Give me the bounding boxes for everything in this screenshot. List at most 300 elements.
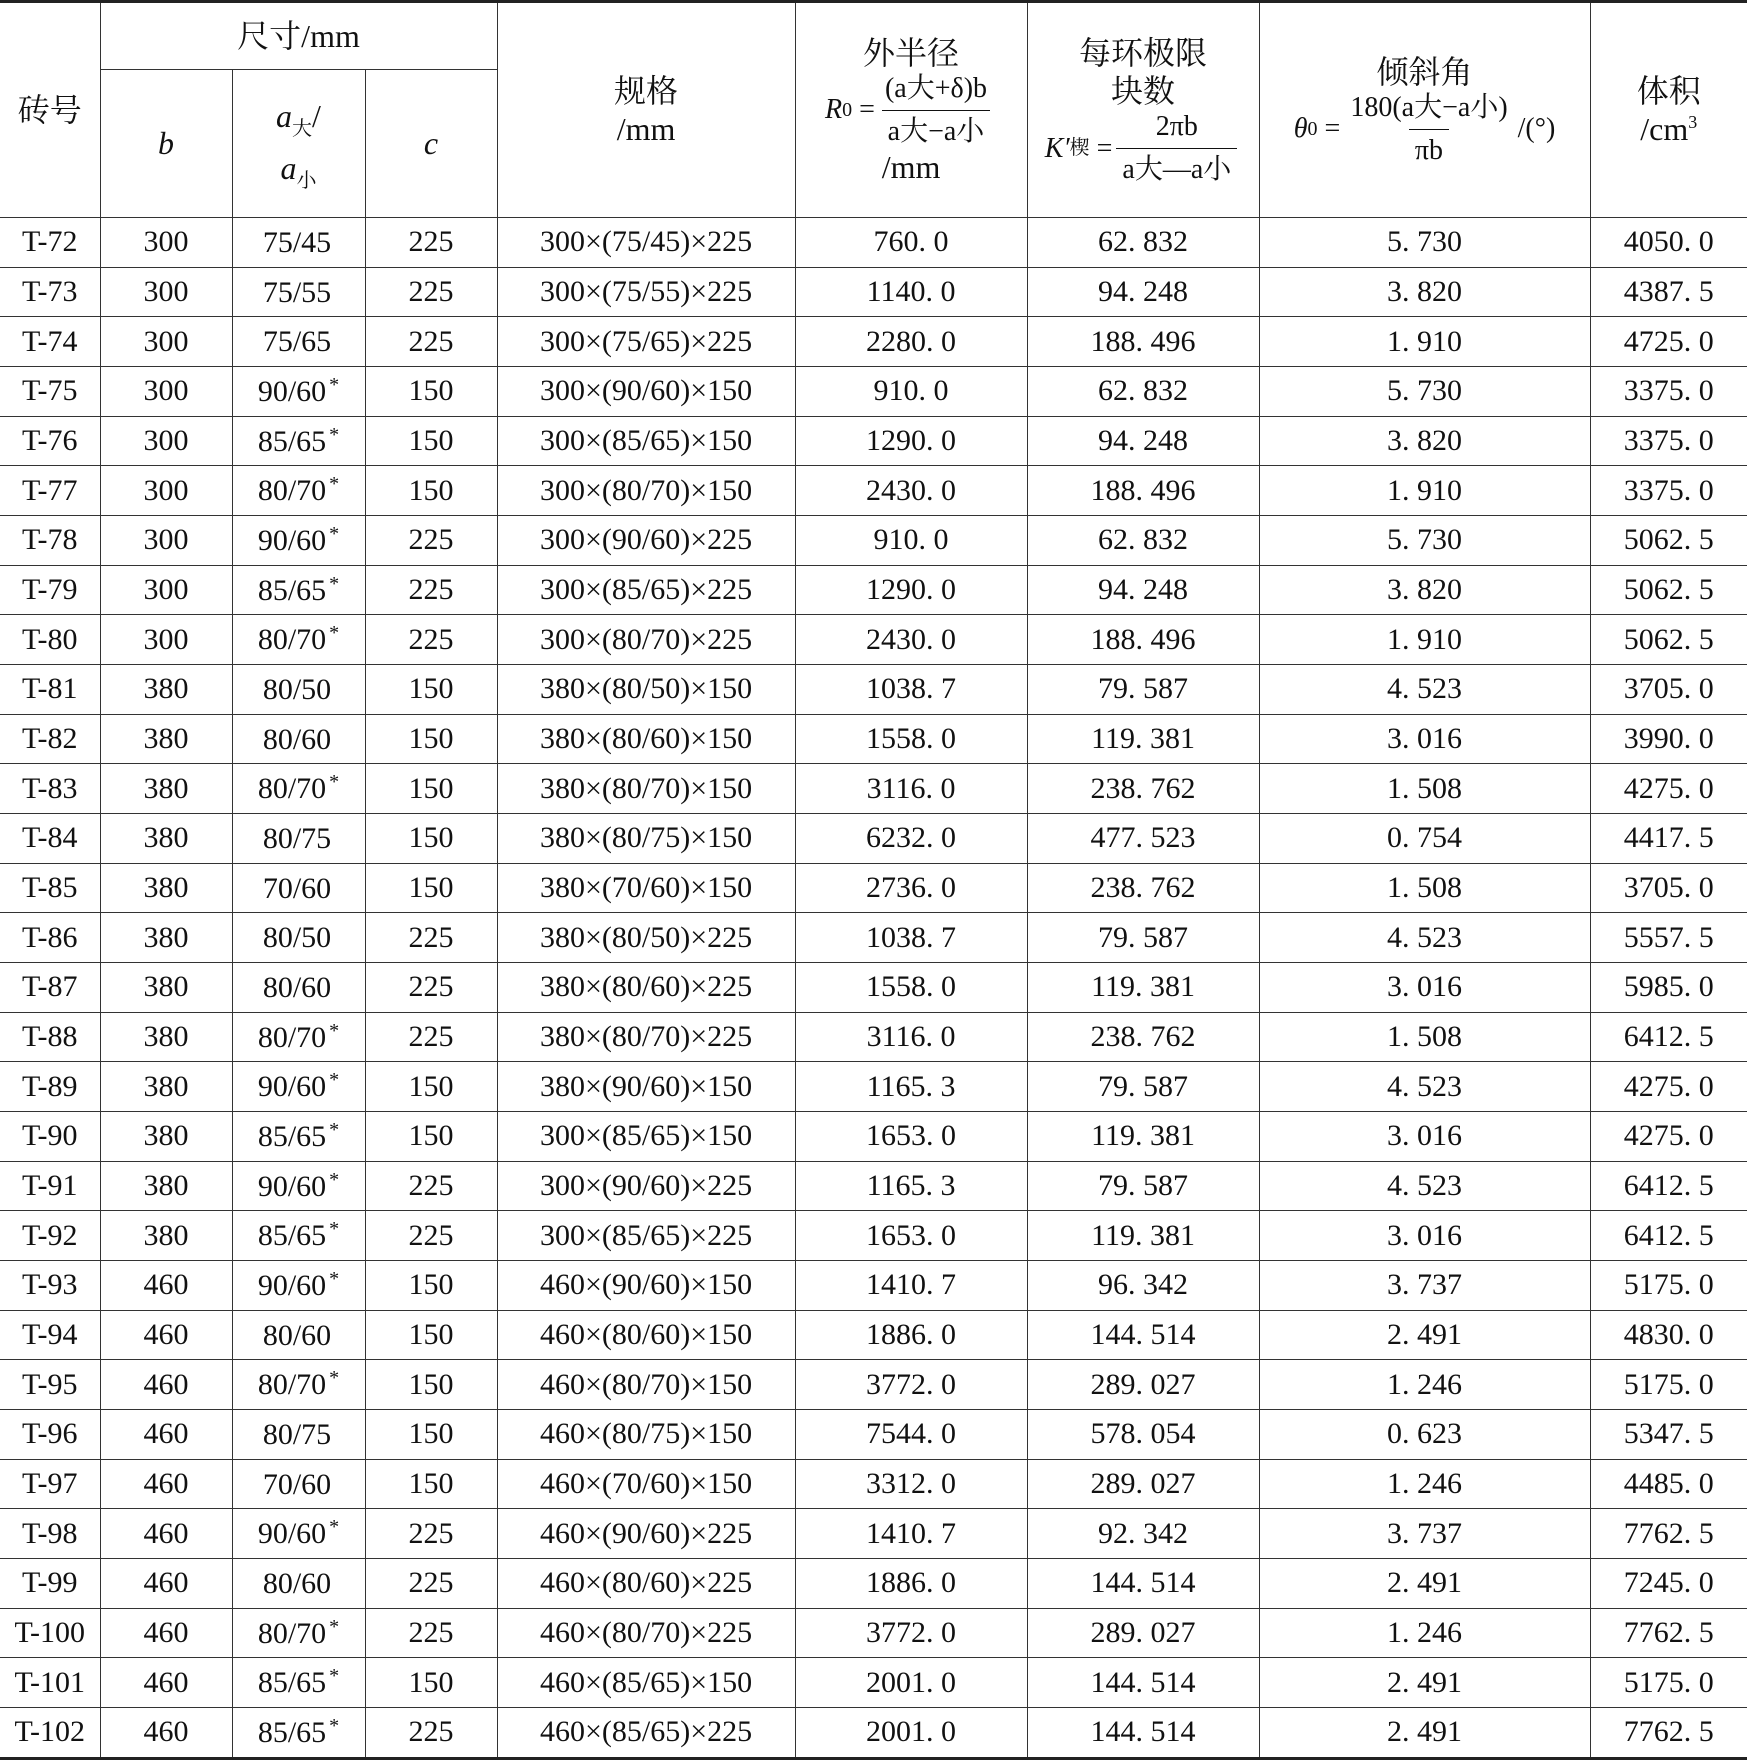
cell-tilt-angle: 1. 246 <box>1259 1459 1590 1509</box>
cell-tilt-angle: 3. 737 <box>1259 1261 1590 1311</box>
cell-ring-limit: 289. 027 <box>1027 1360 1259 1410</box>
cell-brick-no: T-102 <box>0 1708 100 1759</box>
cell-outer-radius: 7544. 0 <box>795 1410 1027 1460</box>
cell-tilt-angle: 1. 910 <box>1259 615 1590 665</box>
cell-brick-no: T-72 <box>0 218 100 268</box>
cell-ring-limit: 96. 342 <box>1027 1261 1259 1311</box>
cell-spec: 380×(80/50)×150 <box>497 665 795 715</box>
cell-c: 225 <box>365 1559 497 1609</box>
cell-spec: 460×(85/65)×225 <box>497 1708 795 1759</box>
header-volume <box>1590 2 1747 218</box>
cell-outer-radius: 3116. 0 <box>795 764 1027 814</box>
cell-tilt-angle: 1. 910 <box>1259 317 1590 367</box>
cell-tilt-angle: 5. 730 <box>1259 367 1590 417</box>
table-row <box>0 615 1747 665</box>
cell-volume: 5062. 5 <box>1590 516 1747 566</box>
footnote-star: * <box>329 1218 340 1241</box>
cell-volume: 7762. 5 <box>1590 1708 1747 1759</box>
cell-spec: 380×(80/70)×225 <box>497 1012 795 1062</box>
table-row <box>0 1658 1747 1708</box>
cell-spec: 300×(75/55)×225 <box>497 267 795 317</box>
cell-outer-radius: 1290. 0 <box>795 416 1027 466</box>
cell-b: 460 <box>100 1509 232 1559</box>
cell-spec: 460×(80/70)×150 <box>497 1360 795 1410</box>
cell-ring-limit: 119. 381 <box>1027 1211 1259 1261</box>
cell-brick-no: T-89 <box>0 1062 100 1112</box>
cell-b: 300 <box>100 466 232 516</box>
cell-b: 300 <box>100 565 232 615</box>
cell-spec: 300×(90/60)×225 <box>497 516 795 566</box>
table-row <box>0 1509 1747 1559</box>
cell-c: 225 <box>365 1608 497 1658</box>
cell-tilt-angle: 3. 016 <box>1259 714 1590 764</box>
cell-ring-limit: 119. 381 <box>1027 714 1259 764</box>
cell-brick-no: T-81 <box>0 665 100 715</box>
cell-outer-radius: 2001. 0 <box>795 1658 1027 1708</box>
footnote-star: * <box>329 771 340 794</box>
cell-ring-limit: 94. 248 <box>1027 267 1259 317</box>
cell-c: 150 <box>365 714 497 764</box>
table-body <box>0 218 1747 1759</box>
footnote-star: * <box>329 1367 340 1390</box>
cell-brick-no: T-83 <box>0 764 100 814</box>
cell-b: 380 <box>100 1161 232 1211</box>
cell-b: 300 <box>100 416 232 466</box>
cell-volume: 7245. 0 <box>1590 1559 1747 1609</box>
table-row <box>0 1012 1747 1062</box>
cell-c: 225 <box>365 963 497 1013</box>
cell-ring-limit: 188. 496 <box>1027 615 1259 665</box>
cell-volume: 7762. 5 <box>1590 1608 1747 1658</box>
cell-b: 380 <box>100 764 232 814</box>
cell-spec: 460×(70/60)×150 <box>497 1459 795 1509</box>
cell-volume: 5985. 0 <box>1590 963 1747 1013</box>
cell-c: 225 <box>365 615 497 665</box>
cell-ring-limit: 144. 514 <box>1027 1559 1259 1609</box>
cell-a: 90/60 * <box>232 516 365 566</box>
cell-c: 150 <box>365 863 497 913</box>
cell-a: 90/60 * <box>232 1161 365 1211</box>
header-b: b <box>100 70 232 218</box>
cell-spec: 380×(80/50)×225 <box>497 913 795 963</box>
cell-ring-limit: 62. 832 <box>1027 367 1259 417</box>
cell-volume: 4387. 5 <box>1590 267 1747 317</box>
cell-spec: 300×(80/70)×225 <box>497 615 795 665</box>
cell-spec: 300×(85/65)×150 <box>497 416 795 466</box>
cell-spec: 460×(80/60)×150 <box>497 1310 795 1360</box>
cell-volume: 5175. 0 <box>1590 1360 1747 1410</box>
cell-c: 150 <box>365 416 497 466</box>
table-row <box>0 1062 1747 1112</box>
cell-tilt-angle: 0. 623 <box>1259 1410 1590 1460</box>
cell-brick-no: T-91 <box>0 1161 100 1211</box>
cell-outer-radius: 1290. 0 <box>795 565 1027 615</box>
radius-formula: R 0 = $\frac{\text{(a大+δ)b}}{\text{a大−a小}}$ <box>825 72 997 148</box>
cell-volume: 6412. 5 <box>1590 1161 1747 1211</box>
cell-b: 300 <box>100 367 232 417</box>
cell-a: 80/60 <box>232 1559 365 1609</box>
table-row <box>0 565 1747 615</box>
cell-a: 80/75 <box>232 1410 365 1460</box>
cell-c: 225 <box>365 1708 497 1759</box>
cell-c: 225 <box>365 1509 497 1559</box>
cell-brick-no: T-87 <box>0 963 100 1013</box>
cell-brick-no: T-82 <box>0 714 100 764</box>
cell-outer-radius: 3312. 0 <box>795 1459 1027 1509</box>
cell-spec: 460×(80/60)×225 <box>497 1559 795 1609</box>
cell-b: 380 <box>100 1012 232 1062</box>
cell-c: 150 <box>365 1459 497 1509</box>
cell-brick-no: T-76 <box>0 416 100 466</box>
cell-c: 225 <box>365 267 497 317</box>
cell-outer-radius: 6232. 0 <box>795 814 1027 864</box>
header-c: c <box>365 70 497 218</box>
cell-c: 150 <box>365 466 497 516</box>
table-row <box>0 367 1747 417</box>
cell-ring-limit: 188. 496 <box>1027 317 1259 367</box>
cell-brick-no: T-96 <box>0 1410 100 1460</box>
cell-a: 80/50 <box>232 665 365 715</box>
cell-a: 85/65 * <box>232 416 365 466</box>
cell-b: 380 <box>100 863 232 913</box>
cell-c: 150 <box>365 1658 497 1708</box>
cell-tilt-angle: 1. 246 <box>1259 1360 1590 1410</box>
spec-title: 规格 <box>614 72 679 109</box>
cell-c: 150 <box>365 1310 497 1360</box>
cell-tilt-angle: 2. 491 <box>1259 1708 1590 1759</box>
footnote-star: * <box>329 1168 340 1191</box>
volume-title: 体积 <box>1636 72 1701 109</box>
cell-volume: 3990. 0 <box>1590 714 1747 764</box>
cell-spec: 460×(90/60)×225 <box>497 1509 795 1559</box>
cell-c: 150 <box>365 1261 497 1311</box>
cell-tilt-angle: 3. 820 <box>1259 267 1590 317</box>
cell-c: 225 <box>365 565 497 615</box>
cell-a: 80/70 * <box>232 1012 365 1062</box>
table-row <box>0 764 1747 814</box>
radius-denominator: a大−a小 <box>882 110 991 149</box>
cell-a: 80/70 * <box>232 1360 365 1410</box>
cell-a: 90/60 * <box>232 1062 365 1112</box>
cell-a: 75/65 <box>232 317 365 367</box>
cell-ring-limit: 289. 027 <box>1027 1608 1259 1658</box>
cell-spec: 300×(85/65)×225 <box>497 1211 795 1261</box>
cell-spec: 460×(80/70)×225 <box>497 1608 795 1658</box>
cell-outer-radius: 910. 0 <box>795 367 1027 417</box>
cell-spec: 300×(80/70)×150 <box>497 466 795 516</box>
cell-outer-radius: 760. 0 <box>795 218 1027 268</box>
cell-a: 85/65 * <box>232 1211 365 1261</box>
cell-a: 70/60 <box>232 863 365 913</box>
cell-tilt-angle: 3. 820 <box>1259 416 1590 466</box>
cell-c: 150 <box>365 1112 497 1162</box>
angle-numerator: 180(a大−a小) <box>1350 92 1508 124</box>
cell-tilt-angle: 3. 016 <box>1259 963 1590 1013</box>
limit-numerator: 2πb <box>1155 111 1198 143</box>
cell-outer-radius: 1140. 0 <box>795 267 1027 317</box>
cell-outer-radius: 1165. 3 <box>795 1161 1027 1211</box>
cell-b: 460 <box>100 1410 232 1460</box>
cell-b: 460 <box>100 1608 232 1658</box>
cell-tilt-angle: 1. 508 <box>1259 1012 1590 1062</box>
cell-a: 75/55 <box>232 267 365 317</box>
cell-ring-limit: 144. 514 <box>1027 1310 1259 1360</box>
cell-volume: 5062. 5 <box>1590 565 1747 615</box>
footnote-star: * <box>329 1019 340 1042</box>
cell-outer-radius: 1410. 7 <box>795 1261 1027 1311</box>
cell-brick-no: T-80 <box>0 615 100 665</box>
cell-b: 300 <box>100 615 232 665</box>
cell-outer-radius: 1410. 7 <box>795 1509 1027 1559</box>
cell-outer-radius: 1558. 0 <box>795 714 1027 764</box>
cell-volume: 5347. 5 <box>1590 1410 1747 1460</box>
cell-brick-no: T-75 <box>0 367 100 417</box>
cell-tilt-angle: 1. 508 <box>1259 863 1590 913</box>
cell-tilt-angle: 3. 737 <box>1259 1509 1590 1559</box>
cell-b: 300 <box>100 267 232 317</box>
cell-a: 90/60 * <box>232 1509 365 1559</box>
footnote-star: * <box>329 1069 340 1092</box>
cell-b: 300 <box>100 516 232 566</box>
table-row <box>0 814 1747 864</box>
cell-brick-no: T-74 <box>0 317 100 367</box>
cell-outer-radius: 1165. 3 <box>795 1062 1027 1112</box>
table-row <box>0 317 1747 367</box>
cell-outer-radius: 3772. 0 <box>795 1360 1027 1410</box>
table-row <box>0 913 1747 963</box>
cell-ring-limit: 144. 514 <box>1027 1708 1259 1759</box>
table-row <box>0 1360 1747 1410</box>
cell-volume: 5175. 0 <box>1590 1261 1747 1311</box>
table-row <box>0 714 1747 764</box>
cell-outer-radius: 1038. 7 <box>795 665 1027 715</box>
cell-outer-radius: 910. 0 <box>795 516 1027 566</box>
cell-outer-radius: 1653. 0 <box>795 1211 1027 1261</box>
cell-brick-no: T-101 <box>0 1658 100 1708</box>
cell-ring-limit: 94. 248 <box>1027 416 1259 466</box>
cell-volume: 3375. 0 <box>1590 416 1747 466</box>
cell-tilt-angle: 2. 491 <box>1259 1658 1590 1708</box>
cell-spec: 380×(90/60)×150 <box>497 1062 795 1112</box>
cell-brick-no: T-94 <box>0 1310 100 1360</box>
cell-a: 80/60 <box>232 1310 365 1360</box>
cell-ring-limit: 144. 514 <box>1027 1658 1259 1708</box>
table-row <box>0 1161 1747 1211</box>
cell-outer-radius: 3772. 0 <box>795 1608 1027 1658</box>
cell-a: 80/75 <box>232 814 365 864</box>
cell-outer-radius: 1653. 0 <box>795 1112 1027 1162</box>
header-outer-radius <box>795 2 1027 218</box>
cell-a: 80/70 * <box>232 1608 365 1658</box>
cell-brick-no: T-88 <box>0 1012 100 1062</box>
cell-volume: 5557. 5 <box>1590 913 1747 963</box>
cell-a: 80/60 <box>232 963 365 1013</box>
cell-spec: 460×(85/65)×150 <box>497 1658 795 1708</box>
cell-ring-limit: 79. 587 <box>1027 1161 1259 1211</box>
cell-ring-limit: 92. 342 <box>1027 1509 1259 1559</box>
cell-ring-limit: 62. 832 <box>1027 218 1259 268</box>
cell-tilt-angle: 1. 246 <box>1259 1608 1590 1658</box>
cell-volume: 3705. 0 <box>1590 863 1747 913</box>
cell-ring-limit: 119. 381 <box>1027 1112 1259 1162</box>
cell-tilt-angle: 5. 730 <box>1259 516 1590 566</box>
cell-c: 150 <box>365 367 497 417</box>
cell-outer-radius: 1038. 7 <box>795 913 1027 963</box>
cell-a: 70/60 <box>232 1459 365 1509</box>
cell-b: 380 <box>100 913 232 963</box>
cell-c: 150 <box>365 1360 497 1410</box>
cell-b: 380 <box>100 1112 232 1162</box>
header-a-large-small: $a_大/$ $a_小$ <box>232 70 365 218</box>
cell-b: 460 <box>100 1310 232 1360</box>
cell-volume: 3375. 0 <box>1590 367 1747 417</box>
table-row <box>0 466 1747 516</box>
cell-outer-radius: 2430. 0 <box>795 615 1027 665</box>
cell-brick-no: T-100 <box>0 1608 100 1658</box>
limit-title-1: 每环极限 <box>1079 34 1208 71</box>
cell-outer-radius: 3116. 0 <box>795 1012 1027 1062</box>
cell-brick-no: T-86 <box>0 913 100 963</box>
footnote-star: * <box>329 1516 340 1539</box>
cell-c: 225 <box>365 218 497 268</box>
cell-spec: 380×(70/60)×150 <box>497 863 795 913</box>
cell-ring-limit: 79. 587 <box>1027 1062 1259 1112</box>
cell-volume: 5062. 5 <box>1590 615 1747 665</box>
cell-outer-radius: 2736. 0 <box>795 863 1027 913</box>
cell-b: 380 <box>100 1211 232 1261</box>
cell-a: 85/65 * <box>232 1112 365 1162</box>
header-spec <box>497 2 795 218</box>
table-row <box>0 516 1747 566</box>
cell-ring-limit: 238. 762 <box>1027 1012 1259 1062</box>
cell-volume: 4830. 0 <box>1590 1310 1747 1360</box>
cell-b: 460 <box>100 1559 232 1609</box>
cell-c: 225 <box>365 1161 497 1211</box>
cell-c: 150 <box>365 1062 497 1112</box>
cell-b: 380 <box>100 963 232 1013</box>
cell-b: 460 <box>100 1360 232 1410</box>
table-row <box>0 1112 1747 1162</box>
cell-spec: 300×(75/45)×225 <box>497 218 795 268</box>
cell-brick-no: T-92 <box>0 1211 100 1261</box>
limit-title-2: 块数 <box>1111 72 1176 109</box>
cell-spec: 300×(85/65)×225 <box>497 565 795 615</box>
cell-outer-radius: 1558. 0 <box>795 963 1027 1013</box>
footnote-star: * <box>329 522 340 545</box>
cell-tilt-angle: 2. 491 <box>1259 1559 1590 1609</box>
table-row <box>0 1608 1747 1658</box>
footnote-star: * <box>329 373 340 396</box>
cell-volume: 3375. 0 <box>1590 466 1747 516</box>
cell-a: 85/65 * <box>232 565 365 615</box>
table-row <box>0 218 1747 268</box>
cell-brick-no: T-85 <box>0 863 100 913</box>
cell-outer-radius: 1886. 0 <box>795 1559 1027 1609</box>
cell-a: 85/65 * <box>232 1658 365 1708</box>
cell-a: 75/45 <box>232 218 365 268</box>
table-row <box>0 963 1747 1013</box>
cell-ring-limit: 188. 496 <box>1027 466 1259 516</box>
cell-a: 80/70 * <box>232 615 365 665</box>
cell-a: 90/60 * <box>232 1261 365 1311</box>
cell-tilt-angle: 5. 730 <box>1259 218 1590 268</box>
cell-brick-no: T-78 <box>0 516 100 566</box>
cell-outer-radius: 2001. 0 <box>795 1708 1027 1759</box>
footnote-star: * <box>329 1118 340 1141</box>
cell-c: 225 <box>365 1211 497 1261</box>
cell-volume: 3705. 0 <box>1590 665 1747 715</box>
cell-ring-limit: 119. 381 <box>1027 963 1259 1013</box>
cell-outer-radius: 1886. 0 <box>795 1310 1027 1360</box>
table-row <box>0 1310 1747 1360</box>
cell-c: 225 <box>365 317 497 367</box>
cell-brick-no: T-99 <box>0 1559 100 1609</box>
cell-a: 80/70 * <box>232 466 365 516</box>
cell-volume: 6412. 5 <box>1590 1012 1747 1062</box>
cell-spec: 460×(80/75)×150 <box>497 1410 795 1460</box>
table-row <box>0 267 1747 317</box>
cell-a: 80/50 <box>232 913 365 963</box>
footnote-star: * <box>329 1665 340 1688</box>
cell-ring-limit: 62. 832 <box>1027 516 1259 566</box>
table-row <box>0 1708 1747 1759</box>
cell-tilt-angle: 3. 820 <box>1259 565 1590 615</box>
angle-title: 倾斜角 <box>1376 53 1473 90</box>
cell-a: 85/65 * <box>232 1708 365 1759</box>
cell-tilt-angle: 4. 523 <box>1259 1062 1590 1112</box>
cell-b: 460 <box>100 1261 232 1311</box>
header-tilt-angle <box>1259 2 1590 218</box>
cell-outer-radius: 2430. 0 <box>795 466 1027 516</box>
cell-spec: 460×(90/60)×150 <box>497 1261 795 1311</box>
cell-volume: 4725. 0 <box>1590 317 1747 367</box>
footnote-star: * <box>329 423 340 446</box>
cell-tilt-angle: 0. 754 <box>1259 814 1590 864</box>
cell-brick-no: T-93 <box>0 1261 100 1311</box>
cell-brick-no: T-77 <box>0 466 100 516</box>
cell-brick-no: T-97 <box>0 1459 100 1509</box>
cell-c: 150 <box>365 665 497 715</box>
cell-ring-limit: 238. 762 <box>1027 764 1259 814</box>
angle-unit: /(°) <box>1517 113 1556 145</box>
cell-tilt-angle: 1. 508 <box>1259 764 1590 814</box>
cell-a: 90/60 * <box>232 367 365 417</box>
cell-volume: 4050. 0 <box>1590 218 1747 268</box>
cell-volume: 6412. 5 <box>1590 1211 1747 1261</box>
table-row <box>0 416 1747 466</box>
table-row <box>0 1410 1747 1460</box>
footnote-star: * <box>329 1714 340 1737</box>
header-dimensions: 尺寸/mm <box>100 2 497 70</box>
cell-spec: 300×(75/65)×225 <box>497 317 795 367</box>
cell-volume: 4485. 0 <box>1590 1459 1747 1509</box>
table-row <box>0 1559 1747 1609</box>
cell-ring-limit: 238. 762 <box>1027 863 1259 913</box>
cell-ring-limit: 94. 248 <box>1027 565 1259 615</box>
cell-volume: 4417. 5 <box>1590 814 1747 864</box>
cell-brick-no: T-73 <box>0 267 100 317</box>
cell-ring-limit: 79. 587 <box>1027 913 1259 963</box>
table-row <box>0 1459 1747 1509</box>
cell-brick-no: T-95 <box>0 1360 100 1410</box>
cell-spec: 380×(80/70)×150 <box>497 764 795 814</box>
radius-title: 外半径 <box>863 34 960 71</box>
cell-spec: 380×(80/60)×150 <box>497 714 795 764</box>
cell-c: 225 <box>365 913 497 963</box>
cell-tilt-angle: 1. 910 <box>1259 466 1590 516</box>
cell-ring-limit: 477. 523 <box>1027 814 1259 864</box>
limit-formula: K′ 楔 = $\frac{2\pi b}{\text{a大—a小}}$ <box>1045 110 1241 186</box>
